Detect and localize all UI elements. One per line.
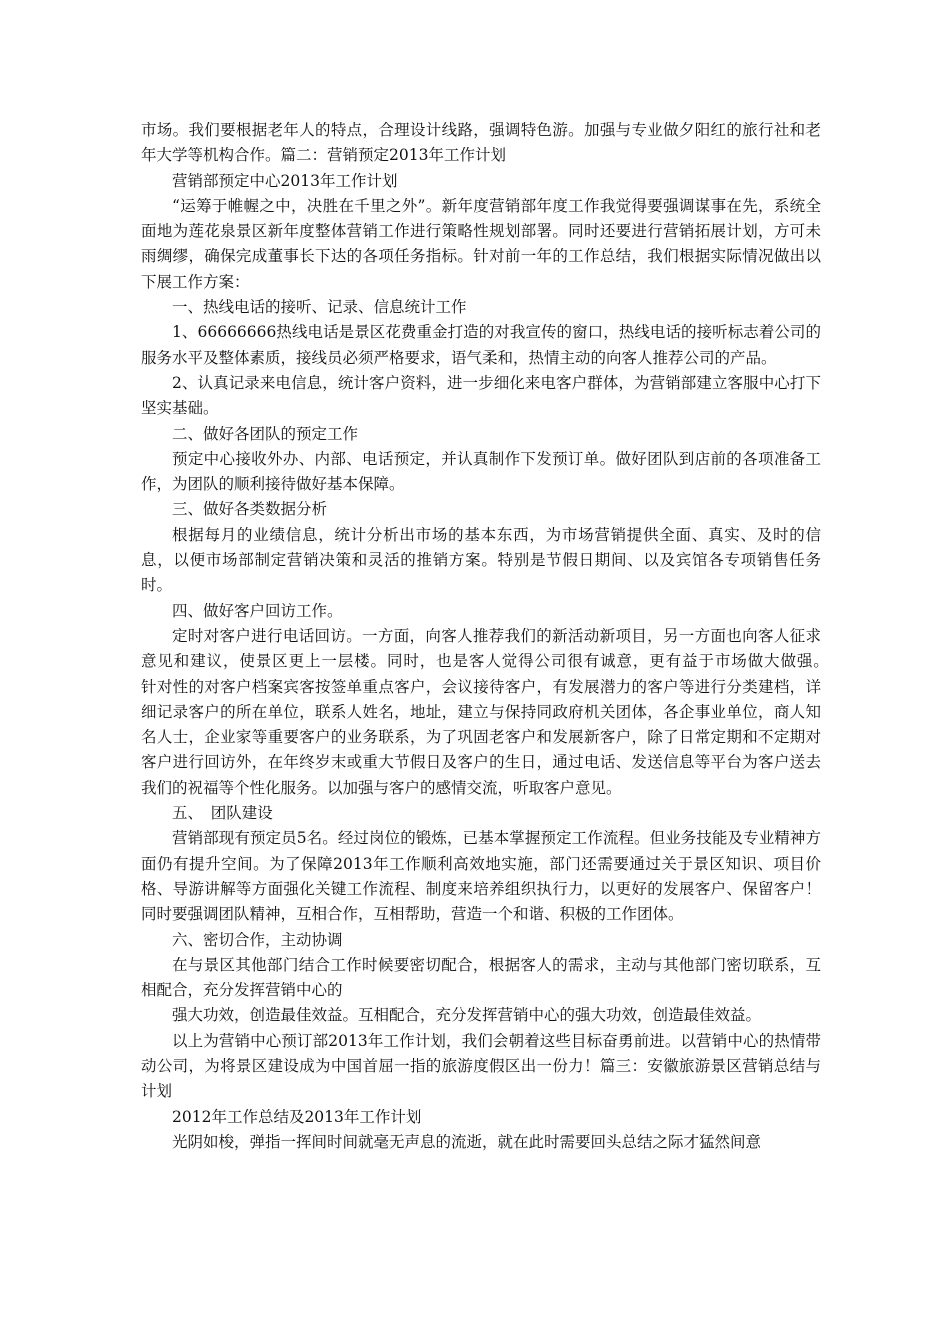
paragraph: 2、认真记录来电信息，统计客户资料，进一步细化来电客户群体，为营销部建立客服中心打下坚实基础。 [141,373,821,418]
section-heading: 一、热线电话的接听、记录、信息统计工作 [172,298,467,317]
section-heading: 三、做好各类数据分析 [172,500,328,519]
section-heading: 六、密切合作，主动协调 [172,930,343,949]
paragraph: 营销部现有预定员5名。经过岗位的锻炼，已基本掌握预定工作流程。但业务技能及专业精神方面仍有提升空间。为了保障2013年工作顺利高效地实施，部门还需要通过关于景区知识、项目价格、导游讲解等方面强化关键工作流程、制度来培养组织执行力，以更好的发展客户、保留客户！同时要强调团队精神，互相合作，互相帮助，营造一个和谐、积极的工作团体。 [141,829,821,924]
paragraph: 预定中心接收外办、内部、电话预定，并认真制作下发预订单。做好团队到店前的各项准备工作，为团队的顺利接待做好基本保障。 [141,449,821,494]
section-heading: 五、 团队建设 [172,804,273,823]
paragraph: 2012年工作总结及2013年工作计划 [172,1107,422,1126]
paragraph: 1、66666666热线电话是景区花费重金打造的对我宣传的窗口，热线电话的接听标志着公司的服务水平及整体素质，接线员必须严格要求，语气柔和，热情主动的向客人推荐公司的产品。 [141,323,821,367]
paragraph: 光阴如梭，弹指一挥间时间就毫无声息的流逝，就在此时需要回头总结之际才猛然间意 [172,1132,762,1151]
paragraph: 营销部预定中心2013年工作计划 [172,171,398,190]
paragraph: 根据每月的业绩信息，统计分析出市场的基本东西，为市场营销提供全面、真实、及时的信息，以便市场部制定营销决策和灵活的推销方案。特别是节假日期间、以及宾馆各专项销售任务时。 [141,525,821,595]
paragraph: “运筹于帷幄之中，决胜在千里之外”。新年度营销部年度工作我觉得要强调谋事在先，系统全面地为莲花泉景区新年度整体营销工作进行策略性规划部署。同时还要进行营销拓展计划，方可未雨绸缪，确保完成董事长下达的各项任务指标。针对前一年的工作总结，我们根据实际情况做出以下展工作方案： [141,196,821,291]
paragraph: 在与景区其他部门结合工作时候要密切配合，根据客人的需求，主动与其他部门密切联系，互相配合，充分发挥营销中心的 [141,955,821,1000]
paragraph: 强大功效，创造最佳效益。互相配合，充分发挥营销中心的强大功效，创造最佳效益。 [172,1006,762,1025]
paragraph: 以上为营销中心预订部2013年工作计划，我们会朝着这些目标奋勇前进。以营销中心的热情带动公司，为将景区建设成为中国首屈一指的旅游度假区出一份力！篇三：安徽旅游景区营销总结与计划 [141,1031,821,1101]
paragraph: 市场。我们要根据老年人的特点，合理设计线路，强调特色游。加强与专业做夕阳红的旅行社和老年大学等机构合作。篇二：营销预定2013年工作计划 [141,121,821,165]
paragraph: 定时对客户进行电话回访。一方面，向客人推荐我们的新活动新项目，另一方面也向客人征求意见和建议，使景区更上一层楼。同时，也是客人觉得公司很有诚意，更有益于市场做大做强。 针对性的对客户档案宾客按签单重点客户，会议接待客户，有发展潜力的客户等进行分类建档，详细记录客户的所在单位，联系人姓名，地址，建立与保持同政府机关团体，各企事业单位，商人知名人士，企业家等重要客户的业务联系，为了巩固老客户和发展新客户，除了日常定期和不定期对客户进行回访外，在年终岁末或重大节假日及客户的生日，通过电话、发送信息等平台为客户送去我们的祝福等个性化服务。以加强与客户的感情交流，听取客户意见。 [141,626,853,797]
section-heading: 二、做好各团队的预定工作 [172,424,359,443]
section-heading: 四、做好客户回访工作。 [172,601,343,620]
document-body [141,118,853,1155]
